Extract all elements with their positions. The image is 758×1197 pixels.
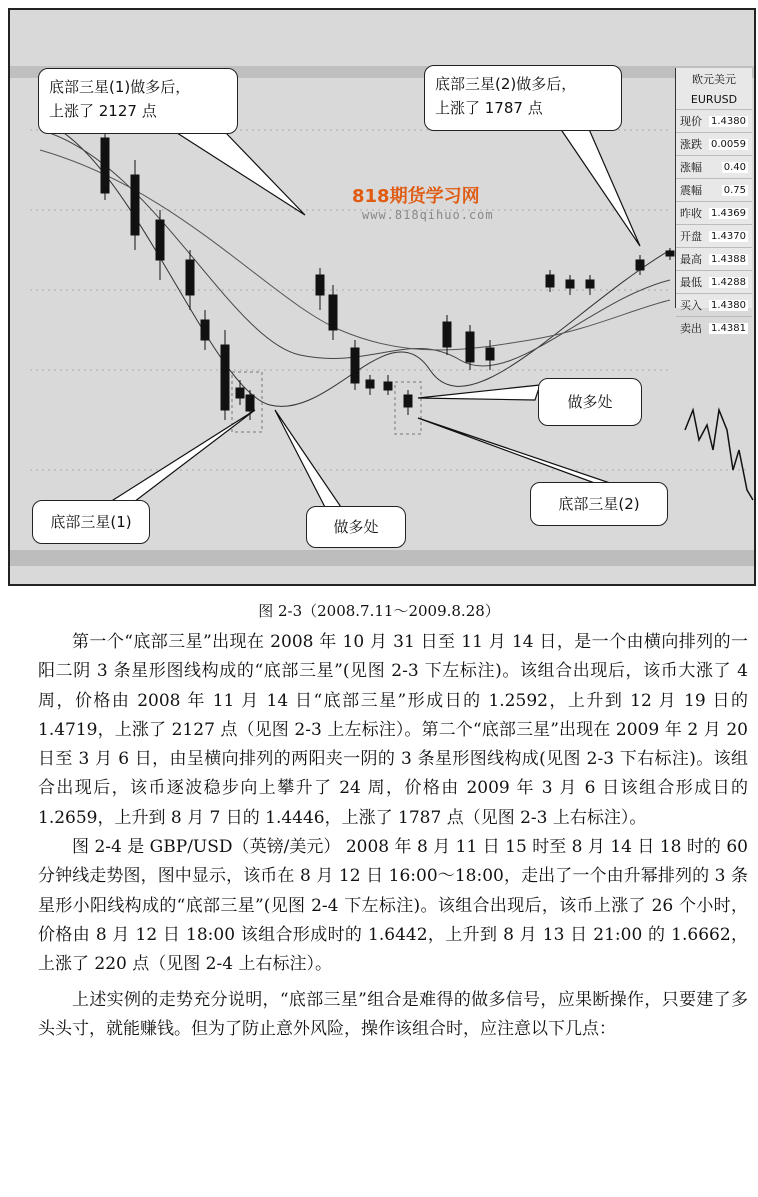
quote-row: 卖出 1.4381: [676, 316, 752, 339]
quote-row: 开盘 1.4370: [676, 224, 752, 247]
quote-row: 涨跌 0.0059: [676, 132, 752, 155]
quote-row: 涨幅 0.40: [676, 155, 752, 178]
quote-symbol: EURUSD: [690, 93, 738, 106]
callout-top-left: 底部三星(1)做多后， 上涨了 2127 点: [38, 68, 238, 134]
callout-bottom-right: 底部三星(2): [530, 482, 668, 526]
callout-mid-right: 做多处: [538, 378, 642, 426]
paragraph: 第一个“底部三星”出现在 2008 年 10 月 31 日至 11 月 14 日，是一个由横向排列的一阳二阴 3 条星形图线构成的“底部三星”(见图 2-3 下左标注)。该组合出现后，该币大涨了 4 周，价格由 2008 年 11 月 14 日“底部三星”形成日的 1.2592，上升到 12 月 19 日的 1.4719，上涨了 2127 点（见图 2-3 上左标注）。第二个“底部三星”出现在 2009 年 2 月 20 日至 3 月 6 日，由呈横向排列的两阳夹一阴的 3 条星形图线构成(见图 2-3 下右标注)。该组合出现后，该币逐波稳步向上攀升了 24 周，价格由 2009 年 3 月 6 日该组合形成日的 1.2659，上升到 8 月 7 日的 1.4446，上涨了 1787 点（见图 2-3 上右标注）。: [38, 632, 748, 828]
callout-bottom-mid: 做多处: [306, 506, 406, 548]
paragraph: 上述实例的走势充分说明，“底部三星”组合是难得的做多信号，应果断操作，只要建了多头头寸，就能赚钱。但为了防止意外风险，操作该组合时，应注意以下几点：: [38, 989, 748, 1039]
quote-row: 现价 1.4380: [676, 109, 752, 132]
callout-top-right: 底部三星(2)做多后， 上涨了 1787 点: [424, 65, 622, 131]
quote-row: 买入 1.4380: [676, 293, 752, 316]
paragraph: 图 2-4 是 GBP/USD（英镑/美元） 2008 年 8 月 11 日 15 时至 8 月 14 日 18 时的 60 分钟线走势图，图中显示，该币在 8 月 12 日 16:00～18:00，走出了一个由升幂排列的 3 条星形小阳线构成的“底部三星”(见图 2-4 下左标注)。该组合出现后，该币上涨了 26 个小时，价格由 8 月 12 日 18:00 该组合形成时的 1.6442，上升到 8 月 13 日 21:00 的 1.6662，上涨了 220 点（见图 2-4 上右标注）。: [38, 837, 748, 975]
quote-row: 最低 1.4288: [676, 270, 752, 293]
quote-row: 震幅 0.75: [676, 178, 752, 201]
quote-row: 昨收 1.4369: [676, 201, 752, 224]
chart-figure: [8, 8, 756, 586]
quote-row: 最高 1.4388: [676, 247, 752, 270]
watermark-logo: 818期货学习网: [352, 186, 480, 207]
figure-caption: 图 2-3（2008.7.11～2009.8.28）: [258, 602, 500, 620]
watermark-url: www.818qihuo.com: [362, 208, 494, 222]
body-text: [38, 628, 748, 1044]
quote-panel: [675, 68, 752, 335]
callout-bottom-left: 底部三星(1): [32, 500, 150, 544]
quote-title: 欧元美元: [692, 73, 736, 86]
